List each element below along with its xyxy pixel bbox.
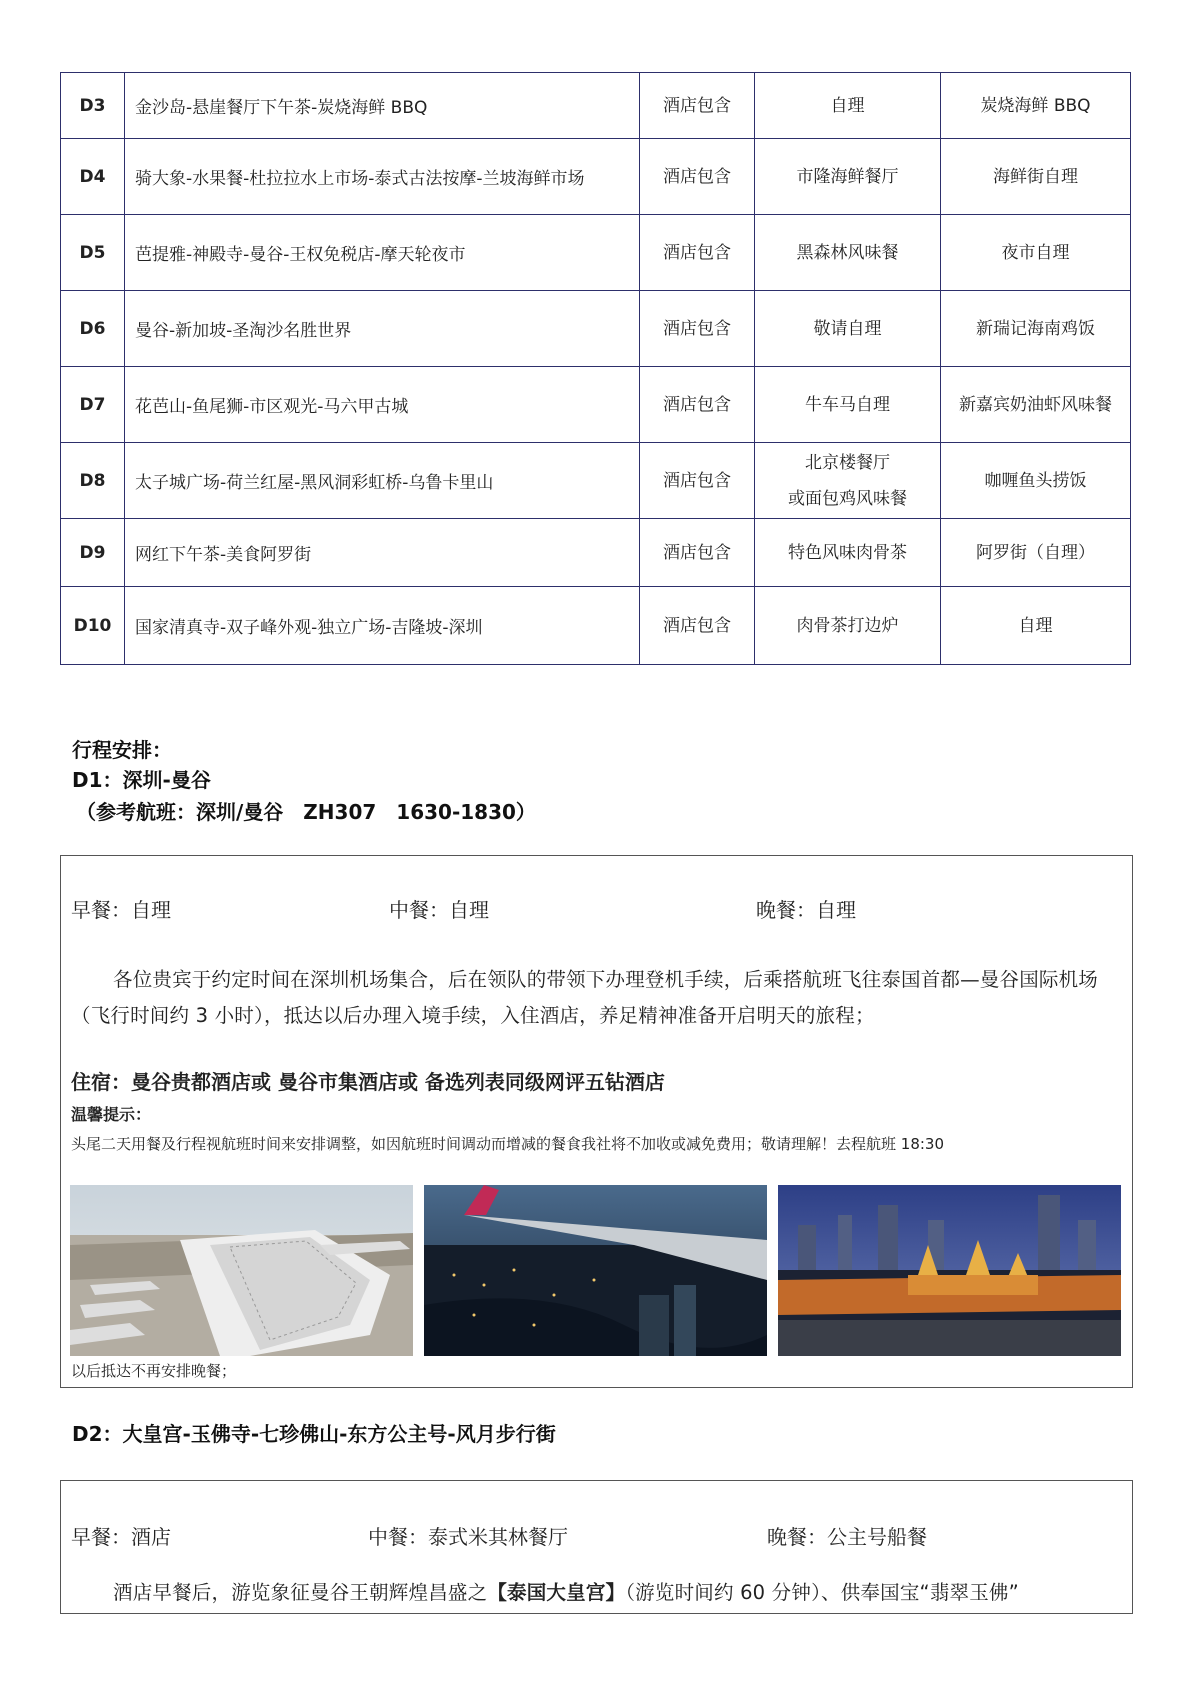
lunch-cell: 牛车马自理 bbox=[755, 367, 941, 443]
day-cell: D8 bbox=[61, 443, 125, 519]
breakfast-cell: 酒店包含 bbox=[640, 215, 755, 291]
day1-lunch: 中餐：自理 bbox=[389, 898, 489, 922]
table-row bbox=[61, 367, 1131, 443]
day2-box bbox=[60, 1480, 1133, 1614]
route-cell: 骑大象-水果餐-杜拉拉水上市场-泰式古法按摩-兰坡海鲜市场 bbox=[125, 139, 640, 215]
day1-title: D1：深圳-曼谷 bbox=[72, 768, 211, 792]
day-cell: D7 bbox=[61, 367, 125, 443]
route-cell: 花芭山-鱼尾狮-市区观光-马六甲古城 bbox=[125, 367, 640, 443]
grand-palace-highlight: 【泰国大皇宫】 bbox=[487, 1581, 626, 1604]
tip-end: 以后抵达不再安排晚餐； bbox=[71, 1362, 237, 1380]
lunch-line-1: 北京楼餐厅 bbox=[805, 452, 890, 473]
route-cell: 曼谷-新加坡-圣淘沙名胜世界 bbox=[125, 291, 640, 367]
table-row bbox=[61, 139, 1131, 215]
flight-info: （参考航班：深圳/曼谷 ZH307 1630-1830） bbox=[76, 800, 536, 824]
day2-title: D2：大皇宫-玉佛寺-七珍佛山-东方公主号-风月步行街 bbox=[72, 1422, 556, 1446]
lunch-cell: 肉骨茶打边炉 bbox=[755, 587, 941, 665]
route-cell: 网红下午茶-美食阿罗街 bbox=[125, 519, 640, 587]
dinner-cell: 夜市自理 bbox=[941, 215, 1131, 291]
breakfast-cell: 酒店包含 bbox=[640, 367, 755, 443]
day1-description: 各位贵宾于约定时间在深圳机场集合，后在领队的带领下办理登机手续，后乘搭航班飞往泰国首都—曼谷国际机场（飞行时间约 3 小时），抵达以后办理入境手续，入住酒店，养足精神准备开启明天的旅程； bbox=[71, 968, 1099, 1027]
table-row bbox=[61, 519, 1131, 587]
tip-title: 温馨提示： bbox=[71, 1105, 152, 1124]
breakfast-cell: 酒店包含 bbox=[640, 73, 755, 139]
day-cell: D5 bbox=[61, 215, 125, 291]
breakfast-cell: 酒店包含 bbox=[640, 291, 755, 367]
day2-description bbox=[71, 1575, 1122, 1611]
table-row bbox=[61, 215, 1131, 291]
bangkok-palace-photo bbox=[778, 1185, 1121, 1356]
breakfast-cell: 酒店包含 bbox=[640, 587, 755, 665]
day2-desc-part1: 酒店早餐后，游览象征曼谷王朝辉煌昌盛之 bbox=[113, 1581, 488, 1604]
day1-dinner: 晚餐：自理 bbox=[756, 898, 856, 922]
plane-wing-photo bbox=[424, 1185, 767, 1356]
lunch-cell: 黑森林风味餐 bbox=[755, 215, 941, 291]
table-row bbox=[61, 443, 1131, 519]
route-cell: 金沙岛-悬崖餐厅下午茶-炭烧海鲜 BBQ bbox=[125, 73, 640, 139]
day-cell: D9 bbox=[61, 519, 125, 587]
day1-stay: 住宿：曼谷贵都酒店或 曼谷市集酒店或 备选列表同级网评五钻酒店 bbox=[71, 1070, 665, 1094]
breakfast-cell: 酒店包含 bbox=[640, 519, 755, 587]
day2-breakfast: 早餐：酒店 bbox=[71, 1525, 171, 1549]
day-cell: D4 bbox=[61, 139, 125, 215]
dinner-cell: 自理 bbox=[941, 587, 1131, 665]
lunch-cell: 敬请自理 bbox=[755, 291, 941, 367]
day-cell: D3 bbox=[61, 73, 125, 139]
lunch-cell: 市隆海鲜餐厅 bbox=[755, 139, 941, 215]
day1-breakfast: 早餐：自理 bbox=[71, 898, 171, 922]
dinner-cell: 新瑞记海南鸡饭 bbox=[941, 291, 1131, 367]
dinner-cell: 海鲜街自理 bbox=[941, 139, 1131, 215]
table-row bbox=[61, 73, 1131, 139]
day2-desc-part2: （游览时间约 60 分钟）、供奉国宝“翡翠玉佛” bbox=[625, 1581, 1019, 1604]
route-cell: 国家清真寺-双子峰外观-独立广场-吉隆坡-深圳 bbox=[125, 587, 640, 665]
route-cell: 太子城广场-荷兰红屋-黑风洞彩虹桥-乌鲁卡里山 bbox=[125, 443, 640, 519]
breakfast-cell: 酒店包含 bbox=[640, 443, 755, 519]
route-cell: 芭提雅-神殿寺-曼谷-王权免税店-摩天轮夜市 bbox=[125, 215, 640, 291]
tip-text: 头尾二天用餐及行程视航班时间来安排调整，如因航班时间调动而增减的餐食我社将不加收或减免费用；敬请理解！去程航班 18:30 bbox=[71, 1135, 945, 1153]
lunch-cell: 特色风味肉骨茶 bbox=[755, 519, 941, 587]
itinerary-title: 行程安排： bbox=[72, 738, 172, 762]
day-cell: D10 bbox=[61, 587, 125, 665]
breakfast-cell: 酒店包含 bbox=[640, 139, 755, 215]
dinner-cell: 炭烧海鲜 BBQ bbox=[941, 73, 1131, 139]
schedule-table bbox=[60, 72, 1131, 665]
lunch-cell bbox=[755, 443, 941, 519]
dinner-cell: 阿罗街（自理） bbox=[941, 519, 1131, 587]
lunch-line-2: 或面包鸡风味餐 bbox=[788, 488, 907, 509]
airport-photo bbox=[70, 1185, 413, 1356]
day1-box bbox=[60, 855, 1133, 1388]
day2-lunch: 中餐：泰式米其林餐厅 bbox=[368, 1525, 568, 1549]
lunch-cell: 自理 bbox=[755, 73, 941, 139]
table-row bbox=[61, 291, 1131, 367]
day2-dinner: 晚餐：公主号船餐 bbox=[767, 1525, 927, 1549]
day-cell: D6 bbox=[61, 291, 125, 367]
table-row bbox=[61, 587, 1131, 665]
dinner-cell: 新嘉宾奶油虾风味餐 bbox=[941, 367, 1131, 443]
dinner-cell: 咖喱鱼头捞饭 bbox=[941, 443, 1131, 519]
